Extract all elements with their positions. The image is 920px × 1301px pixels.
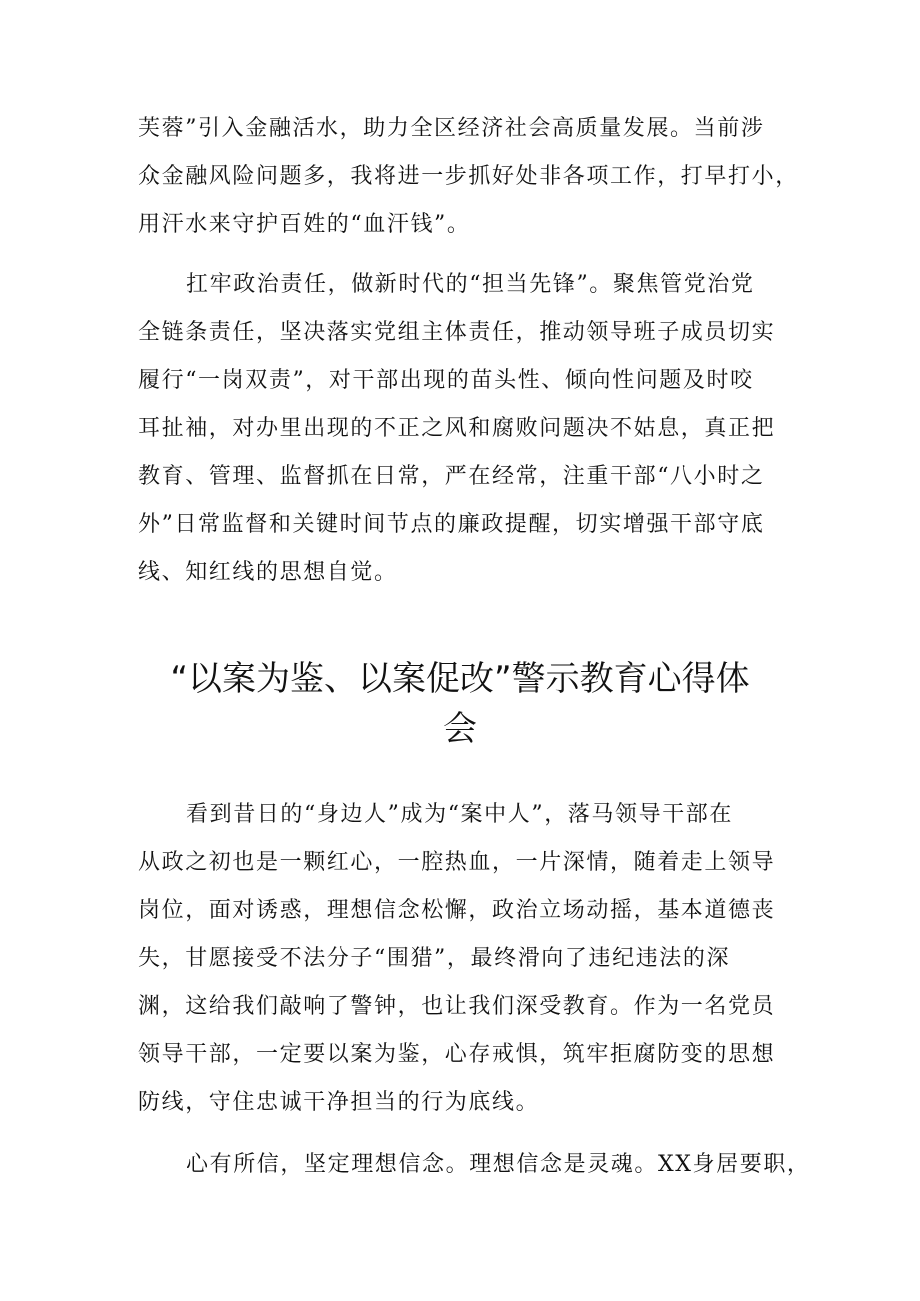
paragraph-line: 扛牢政治责任，做新时代的“担当先锋”。聚焦管党治党	[186, 272, 755, 297]
paragraph-line: 防线，守住忠诚干净担当的行为底线。	[138, 1090, 540, 1115]
paragraph-line: 履行“一岗双责”，对干部出现的苗头性、倾向性问题及时咬	[138, 368, 754, 393]
paragraph-line: 渊，这给我们敲响了警钟，也让我们深受教育。作为一名党员	[138, 994, 776, 1019]
paragraph-line: 教育、管理、监督抓在日常，严在经常，注重干部“八小时之	[138, 464, 765, 489]
paragraph-line: 看到昔日的“身边人”成为“案中人”，落马领导干部在	[186, 802, 733, 827]
paragraph-line: 全链条责任，坚决落实党组主体责任，推动领导班子成员切实	[138, 320, 776, 345]
paragraph-line: 芙蓉”引入金融活水，助力全区经济社会高质量发展。当前涉	[138, 116, 765, 141]
paragraph-line: 领导干部，一定要以案为鉴，心存戒惧，筑牢拒腐防变的思想	[138, 1042, 776, 1067]
paragraph-line: 岗位，面对诱惑，理想信念松懈，政治立场动摇，基本道德丧	[138, 898, 776, 923]
article-heading-line-1: “以案为鉴、以案促改”警示教育心得体	[170, 659, 750, 699]
paragraph-line: 外”日常监督和关键时间节点的廉政提醒，切实增强干部守底	[138, 512, 765, 537]
paragraph-line: 用汗水来守护百姓的“血汗钱”。	[138, 212, 471, 237]
paragraph-line: 从政之初也是一颗红心，一腔热血，一片深情，随着走上领导	[138, 850, 776, 875]
paragraph-line: 心有所信，坚定理想信念。理想信念是灵魂。XX身居要职，	[186, 1152, 811, 1177]
paragraph-line: 失，甘愿接受不法分子“围猎”，最终滑向了违纪违法的深	[138, 946, 731, 971]
article-heading-line-2: 会	[443, 709, 477, 749]
paragraph-line: 耳扯袖，对办里出现的不正之风和腐败问题决不姑息，真正把	[138, 416, 776, 441]
paragraph-line: 线、知红线的思想自觉。	[138, 560, 398, 585]
paragraph-line: 众金融风险问题多，我将进一步抓好处非各项工作，打早打小，	[138, 164, 799, 189]
